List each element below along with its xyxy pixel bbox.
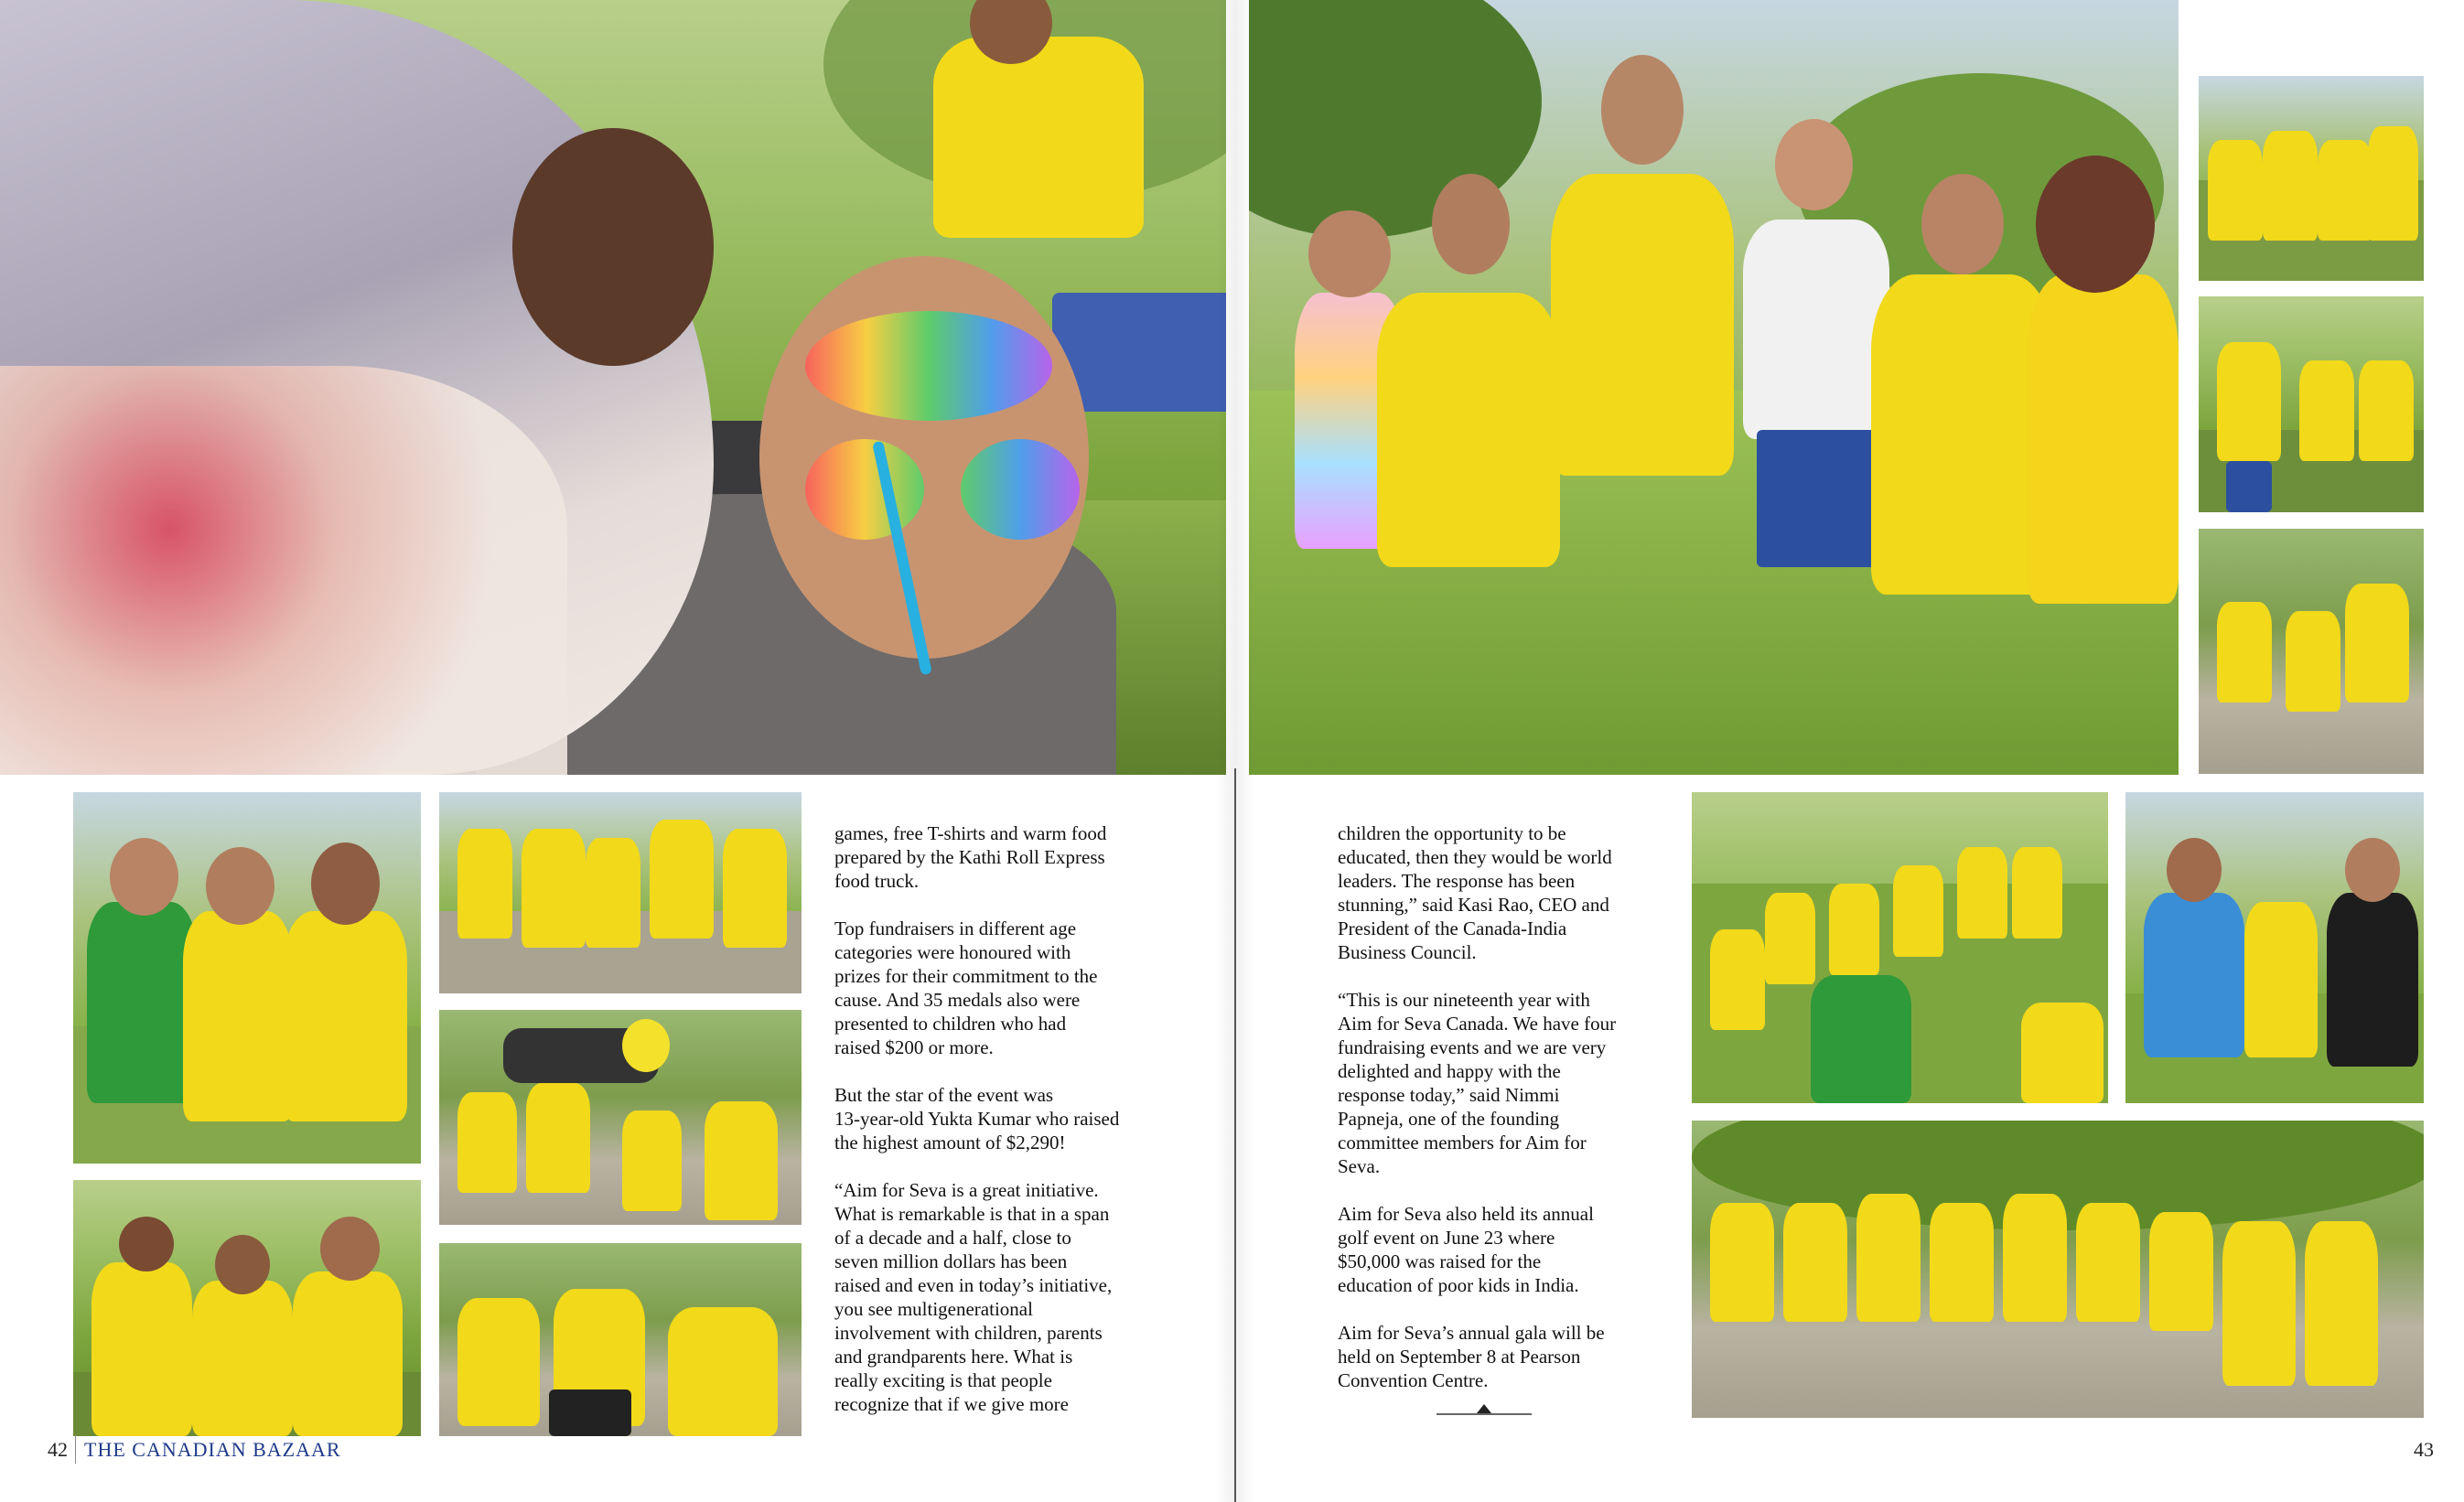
crowd-path-photo — [1692, 1121, 2424, 1418]
thumb-walkers-1 — [2199, 76, 2424, 281]
spine-divider — [1234, 768, 1236, 1502]
thumb-walkers-2 — [2199, 296, 2424, 512]
publication-name: THE CANADIAN BAZAAR — [84, 1438, 341, 1461]
family-group-photo — [73, 1180, 421, 1436]
article-paragraph: But the star of the event was 13-year-old Yukta Kumar who raised the highest amount of $2,290! — [834, 1084, 1120, 1153]
article-paragraph: Aim for Seva also held its annual golf event on June 23 where $50,000 was raised for the education of poor kids in India. — [1338, 1203, 1594, 1296]
article-paragraph: Top fundraisers in different age categories were honoured with prizes for their commitment to the cause. And 35 medals also were presented to children who had raised $200 or more. — [834, 917, 1098, 1058]
men-group-photo — [2125, 792, 2424, 1103]
footer-divider — [75, 1434, 76, 1464]
article-paragraph: Aim for Seva’s annual gala will be held on September 8 at Pearson Convention Centre. — [1338, 1322, 1605, 1391]
article-column-2 — [1338, 821, 1676, 1416]
article-column-1 — [834, 821, 1173, 1440]
page-number-right: 43 — [2414, 1438, 2434, 1461]
three-girls-photo — [73, 792, 421, 1164]
article-paragraph: games, free T-shirts and warm food prepared by the Kathi Roll Express food truck. — [834, 822, 1107, 892]
walkers-path-photo — [439, 792, 802, 993]
boys-seated-photo — [439, 1243, 802, 1436]
article-paragraph: children the opportunity to be educated, then they would be world leaders. The response has been stunning,” said Kasi Rao, CEO and President of the Canada-India Business Council. — [1338, 822, 1612, 963]
article-end-mark — [1436, 1404, 1532, 1417]
group-children-photo — [1249, 0, 2179, 775]
article-paragraph: “Aim for Seva is a great initiative. What is remarkable is that in a span of a decade and a half, close to seven million dollars has been raised and even in today’s initiative, you see multigenerational involvement with children, parents and grandparents here. What is really exciting is that people recognize that if we give more — [834, 1179, 1113, 1415]
thumb-walkers-3 — [2199, 529, 2424, 774]
crowd-hill-photo — [1692, 792, 2108, 1103]
boys-balloon-photo — [439, 1010, 802, 1225]
article-paragraph: “This is our nineteenth year with Aim for Seva Canada. We have four fundraising events and we are very delighted and happy with the response today,” said Nimmi Papneja, one of the founding committee members for Aim for Seva. — [1338, 989, 1617, 1177]
page-number-left: 42 — [48, 1438, 68, 1461]
face-painting-photo — [0, 0, 1226, 775]
